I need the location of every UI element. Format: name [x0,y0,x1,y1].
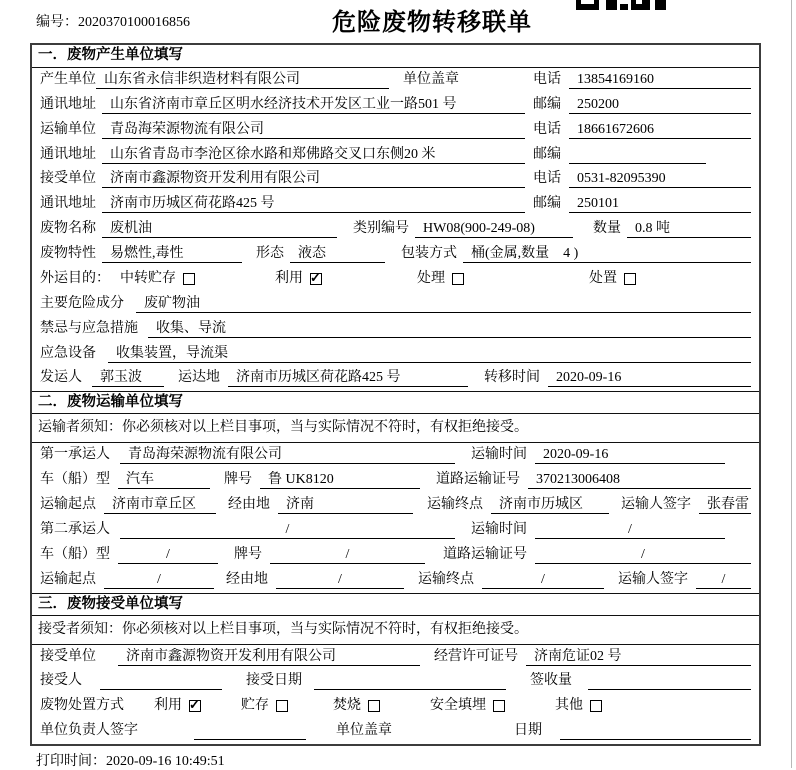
recipient-field [100,672,222,690]
category-label: 类别编号 [353,221,409,237]
waste-form-field: 液态 [290,245,385,263]
section2-heading: 二．废物运输单位填写 [32,391,759,414]
receiver-phone-field: 0531-82095390 [569,170,751,188]
form-row-equipment [32,342,759,367]
producer-address-field: 山东省济南市章丘区明水经济技术开发区工业一路501 号 [102,96,525,114]
purpose-transfer-storage-label: 中转贮存 [120,270,176,286]
disposal-label: 废物处置方式 [40,698,124,714]
unit-seal-label: 单位盖章 [403,71,459,87]
form-row-purpose [32,267,759,292]
terminus2-field: / [482,571,604,589]
road-permit-label: 道路运输证号 [436,472,520,488]
date-label: 日期 [514,723,542,739]
waste-packaging-field: 桶(金属,数量 4 ) [463,245,751,263]
form-row-waste-trait [32,242,759,267]
disposal-burn-label: 焚烧 [333,698,361,714]
checkbox-disposal-other[interactable] [590,700,602,712]
form-row-receiver [32,168,759,193]
transporter-notice: 运输者须知：你必须核对以上栏目事项，当与实际情况不符时，有权拒绝接受。 [32,414,759,443]
origin-label: 运输起点 [40,497,96,512]
hazard-field: 废矿物油 [136,295,751,313]
equipment-field: 收集装置，导流渠 [108,345,751,363]
waste-category-field: HW08(900-249-08) [415,220,573,238]
form-row-manager-sign [32,719,759,744]
taboo-field: 收集、导流 [148,320,751,338]
disposal-store-label: 贮存 [241,698,269,714]
waste-name-field: 废机油 [102,220,337,238]
receiver-address-field: 济南市历城区荷花路425 号 [102,195,525,213]
destination-label: 运达地 [178,370,220,386]
receiver-zip-field: 250101 [569,195,751,213]
date-field [560,722,751,740]
form-row-route2 [32,568,759,593]
trait-label: 废物特性 [40,246,96,261]
form-row-transporter [32,118,759,143]
address-label: 通讯地址 [40,146,96,162]
checkbox-transfer-storage[interactable] [183,273,195,285]
accept-date-field [314,672,506,690]
phone-label: 电话 [533,171,561,187]
window-edge [791,0,792,768]
transporter-zip-field [569,146,706,164]
form-row-receiver-address [32,192,759,217]
transport-time2-field: / [535,521,725,539]
zip-label: 邮编 [533,196,561,212]
form-row-shipper [32,367,759,392]
amount-label: 签收量 [530,673,572,689]
origin1-field: 济南市章丘区 [104,496,216,514]
carrier1-label: 第一承运人 [40,447,110,463]
vehicle-label: 车（船）型 [40,546,110,562]
receive-unit-field: 济南市鑫源物资开发利用有限公司 [118,648,420,666]
disposal-use-label: 利用 [154,698,182,714]
accept-date-label: 接受日期 [246,673,302,689]
producer-field: 山东省永信非织造材料有限公司 [96,71,389,89]
form-row-producer-address [32,93,759,118]
waste-quantity-field: 0.8 吨 [627,220,751,238]
checkbox-disposal-use-checked[interactable] [189,700,201,712]
carrier2-field: / [120,521,455,539]
manifest-form [30,43,761,746]
packaging-label: 包装方式 [401,246,457,261]
disposal-other-label: 其他 [555,698,583,714]
address-label: 通讯地址 [40,96,96,112]
section1-heading: 一．废物产生单位填写 [32,45,759,68]
origin-label: 运输起点 [40,571,96,587]
terminus-label: 运输终点 [427,497,483,512]
doc-number [36,11,190,31]
unit-seal-label: 单位盖章 [336,723,392,739]
carrier1-field: 青岛海荣源物流有限公司 [120,446,455,464]
zip-label: 邮编 [533,96,561,112]
zip-label: 邮编 [533,146,561,162]
producer-zip-field: 250200 [569,96,751,114]
transfer-time-label: 转移时间 [484,370,540,386]
receiver-field: 济南市鑫源物资开发利用有限公司 [102,170,525,188]
checkbox-disposal-landfill[interactable] [493,700,505,712]
road-permit2-field: / [535,546,751,564]
road-permit-label: 道路运输证号 [443,546,527,562]
plate-label: 牌号 [224,472,252,488]
transport-time-label: 运输时间 [471,447,527,463]
page-title: 危险废物转移联单 [332,10,532,36]
form-row-carrier1 [32,443,759,468]
form-row-transporter-address [32,143,759,168]
producer-group [40,71,525,89]
checkbox-disposal-burn[interactable] [368,700,380,712]
manager-sign-field [194,722,306,740]
recipient-label: 接受人 [40,673,82,689]
transport-time-label: 运输时间 [471,521,527,537]
transporter-phone-field: 18661672606 [569,121,751,139]
vehicle-label: 车（船）型 [40,472,110,488]
via2-field: / [276,571,404,589]
section3-heading: 三．废物接受单位填写 [32,593,759,616]
plate2-field: / [270,546,425,564]
waste-trait-field: 易燃性,毒性 [102,245,242,263]
vehicle1-field: 汽车 [118,471,210,489]
receiver-notice: 接受者须知：你必须核对以上栏目事项，当与实际情况不符时，有权拒绝接受。 [32,616,759,645]
doc-number-label: 编号： [36,15,78,30]
amount-field [588,672,751,690]
license-field: 济南危证02 号 [526,648,751,666]
carrier-sign-label: 运输人签字 [621,497,691,512]
producer-label: 产生单位 [40,71,96,87]
phone-label: 电话 [533,121,561,137]
transporter-label: 运输单位 [40,121,96,137]
form-row-disposal [32,694,759,719]
phone-label: 电话 [533,71,561,87]
checkbox-use-checked[interactable] [310,273,322,285]
transporter-field: 青岛海荣源物流有限公司 [102,121,525,139]
purpose-treat-label: 处理 [417,270,445,286]
receiver-label: 接受单位 [40,171,96,187]
taboo-label: 禁忌与应急措施 [40,320,138,336]
form-state-label: 形态 [256,246,284,261]
address-label: 通讯地址 [40,196,96,212]
form-row-carrier2 [32,518,759,543]
plate1-field: 鲁 UK8120 [260,471,420,489]
form-row-producer [32,68,759,93]
plate-label: 牌号 [234,546,262,562]
disposal-landfill-label: 安全填埋 [430,698,486,714]
license-label: 经营许可证号 [434,648,518,664]
manager-sign-label: 单位负责人签字 [40,723,138,739]
form-row-route1 [32,493,759,518]
purpose-use-label: 利用 [275,270,303,286]
form-row-receive-unit [32,645,759,670]
quantity-label: 数量 [593,221,621,237]
form-row-hazard [32,292,759,317]
equipment-label: 应急设备 [40,345,96,361]
vehicle2-field: / [118,546,218,564]
checkbox-treat[interactable] [452,273,464,285]
destination-field: 济南市历城区荷花路425 号 [228,369,468,387]
origin2-field: / [104,571,214,589]
terminus-label: 运输终点 [418,571,474,587]
checkbox-dispose[interactable] [624,273,636,285]
form-row-vehicle2 [32,543,759,568]
doc-number-value: 2020370100016856 [78,15,190,30]
carrier-sign-label: 运输人签字 [618,571,688,587]
carrier2-label: 第二承运人 [40,521,110,537]
form-row-taboo [32,317,759,342]
road-permit1-field: 370213006408 [528,471,751,489]
via-label: 经由地 [228,497,270,512]
hazard-label: 主要危险成分 [40,295,124,311]
form-row-waste-name [32,217,759,242]
carrier-sign1-field: 张春雷 [699,496,751,514]
waste-name-label: 废物名称 [40,221,96,237]
shipper-label: 发运人 [40,370,82,386]
producer-phone-field: 13854169160 [569,71,751,89]
terminus1-field: 济南市历城区 [491,496,609,514]
transport-time1-field: 2020-09-16 [535,446,725,464]
producer-phone-group [533,71,751,89]
receive-unit-label: 接受单位 [40,648,96,664]
purpose-dispose-label: 处置 [589,270,617,286]
carrier-sign2-field: / [696,571,751,589]
qr-code-fragment [576,0,666,10]
via1-field: 济南 [278,496,413,514]
form-row-recipient [32,670,759,695]
checkbox-disposal-store[interactable] [276,700,288,712]
via-label: 经由地 [226,571,268,587]
print-time: 打印时间：2020-09-16 10:49:51 [36,754,225,769]
purpose-label: 外运目的： [40,270,110,286]
form-row-vehicle1 [32,468,759,493]
shipper-field: 郭玉波 [92,369,164,387]
transporter-address-field: 山东省青岛市李沧区徐水路和郑佛路交叉口东侧20 米 [102,146,525,164]
transfer-time-field: 2020-09-16 [548,369,751,387]
